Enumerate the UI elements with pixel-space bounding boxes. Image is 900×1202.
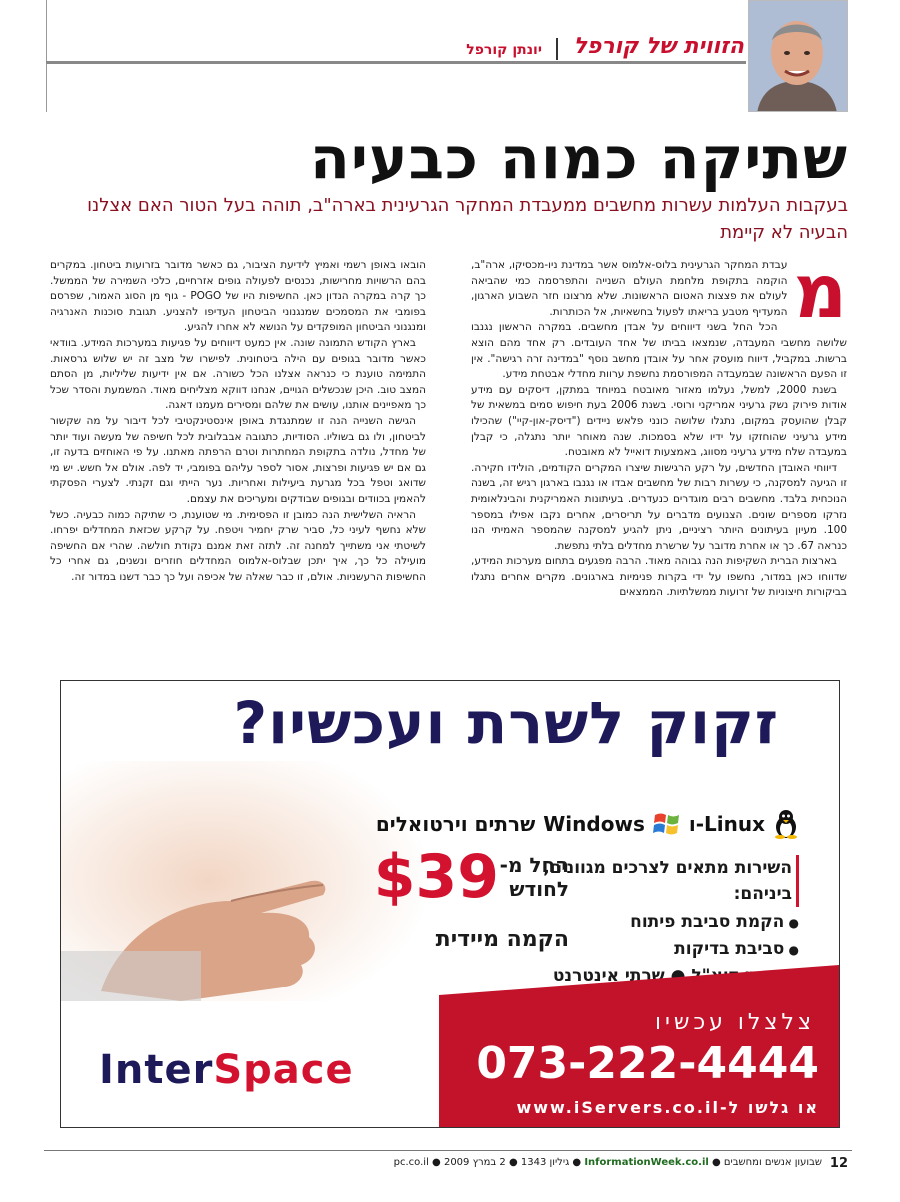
page-number: 12 — [829, 1156, 848, 1171]
logo-space: Space — [213, 1047, 354, 1093]
price-setup: הקמה מיידית — [435, 927, 569, 952]
logo-inter: Inter — [99, 1047, 214, 1093]
paragraph: הגישה השנייה הנה זו שמתנגדת באופן אינסטינקטיבי לכל דיבור על מה שקשור לביטחון, ולו גם בשוליו. הסודיות, כתגובה אבבלובית לכל חשיפה של מעשה ועוד יותר של מחדל, נולדה בתקופת המחתרות וטרם הרפתה מאתנו. על פי האוחזים בדעה זו, גם אם יש פגיעות ופרצות, אסור לספר עליהם בפומבי, יד לפה. אולם אל חשש. יש מי שדואג וטפל בכל מגרעת ביעילות ואחריות. נער הייתי וגם זקנתי. לצערי הפסקתי להאמין בכוודים ובגופים שבודקים ומעריכים את עצמם. — [50, 414, 426, 505]
bullet-icon: ● — [569, 1157, 582, 1168]
bullet-icon: ● — [708, 1157, 721, 1168]
paragraph: הכל החל בשני דיווחים על אבדן מחשבים. במקרה הראשון נגנבו שלושה מחשבי המעבדה, שנמצאו בביתו של אחד העובדים. רק אחד מהם הוצא ברשות. במקביל, דיווח מועסק אחר על אובדן מחשב נוסף "במדינה זרה רגישה". אין זו הפעם הראשונה שבמעבדה המפורסמת נחשפת ערוות מחדלי אבטחת מידע. — [471, 321, 847, 381]
windows-logo-icon — [653, 811, 681, 837]
ad-red-notch — [439, 965, 839, 995]
column-name: הזווית של קורפל — [573, 34, 744, 59]
drop-cap: מ — [793, 258, 847, 335]
column-header — [46, 0, 848, 112]
author-portrait-icon — [748, 1, 847, 112]
price-amount: $39 — [373, 842, 499, 912]
list-item: ● שרתי דוא"ל ● שרתי אינטרנט — [519, 963, 799, 990]
footer-publication: שבועון אנשים ומחשבים — [723, 1157, 822, 1168]
article-column-left — [50, 258, 426, 668]
website-link[interactable]: או גלשו ל-www.iServers.co.il — [516, 1098, 819, 1117]
author-photo — [748, 0, 848, 112]
ad-contact-panel[interactable] — [439, 995, 839, 1127]
paragraph: עבדת המחקר הגרעינית בלוס-אלמוס אשר במדינת ניו-מכסיקו, ארה"ב, הוקמה בתקופת מלחמת העולם השנייה והתפרסמה כמי שהביאה לעולם את פצצות האטום הראשונות. שלא מרצונו חזר השבוע הארגון, המעדיף מטבע בריאתו לפעול בחשאיות, אל הכותרות. — [471, 259, 788, 318]
paragraph: הובאו באופן רשמי ואמיץ לידיעת הציבור, גם כאשר מדובר בזרועות ביטחון. במקרים בהם הרשויות מחרישות, נכנסים לפעולה גופים אזרחיים, כלכי השמירה של הממשל. כך קרה במקרה הנדון כאן. החשיפות היו של POGO - גוף מן הסוג האמור, שפרסם בפומבי את המסמכים שמנגנוני הביטחון העדיפו להצניע. תגובת סוכנות האנרגיה ומנגנוני הביטחון המופקדים על הנושא לא אחרו להגיע. — [50, 259, 426, 334]
paragraph: בשנת 2000, למשל, נעלמו מאזור מאובטח במיוחד במתקן, דיסקים עם מידע אודות פירוק נשק גרעיני אמריקני ורוסי. בשנת 2006 בעת חיפוש סמים במשאית של קבלן שהועסק במקום, נתגלו שלושה כונני פלאש ניידים ("דיסק-און-קיי") שהכילו מידע גרעיני שהוחזקו על ידיו שלא בסמכות. שנה מאוחר יותר נתגלה, כי קבלן במעבדה שלח מידע גרעיני מסווג, באמצעות דואייל לא מאובטח. — [471, 383, 847, 459]
linux-penguin-icon — [773, 809, 799, 839]
call-now-label: צלצלו עכשיו — [654, 1010, 815, 1035]
services-intro: השירות מתאים לצרכים מגוונים, ביניהם: — [519, 855, 799, 907]
ad-windows-label: Windows — [543, 812, 645, 836]
footer-rule — [44, 1150, 852, 1151]
ad-servers-label: שרתים וירטואלים — [375, 812, 536, 836]
ad-headline: זקוק לשרת ועכשיו? — [233, 689, 779, 757]
footer-brand: InformationWeek.co.il — [584, 1157, 709, 1168]
paragraph: דיווחי האובדן החדשים, על רקע הרגישות שיצרו המקרים הקודמים, הולידו חקירה. זו הגיעה למסקנה, כי עשרות רבות של מחשבים אבדו או נגנבו בארגון רגיש זה, בשנה הנוכחית בלבד. מחשבים רבים מוגדרים כנעדרים. בעיתונות האמריקנית והבינלאומית נזרקו מספרים שונים. הצנועים מדברים על תריסרים, אחרים נקבו אפילו במספר 100. מעיון בעיתונים היותר רציניים, ניתן להגיע למסקנה שהמספר האמיתי הנו כנראה 67. כך או אחרת מדובר על שרשרת מחדלים בלתי נתפשת. — [471, 461, 847, 552]
header-underline — [46, 61, 746, 64]
paragraph: הראיה השלישית הנה כמובן זו הפסימית. מי שטוענת, כי שתיקה כמוה כבעיה. כשל שלא נחשף לעיני כל, סביר שרק יחמיר ויטפח. על קרקע שכזאת המחדלים יפרחו. לשיטתי אני משתייך למחנה זה. לתזה זאת אמנם נקודת חולשה. שהרי אם החשיפה מועילה כל כך, איך יתכן שבלוס-אלמוס המחדלים חוזרים ונשנים, גם אחרי כל החשיפות הרעשניות. אולם, זו כבר שאלה של אכיפה ועל כך כבר דשנו במדור זה. — [50, 508, 426, 583]
ad-linux-label: Linux-ו — [688, 812, 765, 836]
footer-site: pc.co.il — [393, 1157, 429, 1168]
article-column-right — [471, 258, 847, 668]
bullet-icon: ● — [428, 1157, 441, 1168]
price-from-label: החל מ- — [499, 853, 569, 877]
header-separator — [556, 38, 558, 60]
footer-issue: גיליון 1343 — [520, 1157, 570, 1168]
list-item: ● סביבת בדיקות — [519, 936, 799, 963]
article-headline: שתיקה כמוה כבעיה — [310, 124, 848, 192]
price-per-month: לחודש — [509, 877, 569, 901]
page-footer — [0, 1150, 900, 1176]
ad-os-line — [376, 809, 799, 839]
author-name: יונתן קורפל — [466, 42, 542, 58]
list-item: ● הקמת סביבת פיתוח — [519, 909, 799, 936]
paragraph: בארצות הברית השקיפות הנה גבוהה מאוד. הרבה מפגעים בתחום מערכות המידע, שדווחו כאן במדור, נחשפו על ידי בקרות פנימיות בארגונים. מקרים אחרים נתגלו בביקורות חיצוניות של זרועות ממשלתיות. הממצאים — [471, 555, 847, 599]
advertisement[interactable] — [60, 680, 840, 1128]
footer-credits — [394, 1157, 822, 1168]
phone-number[interactable]: 073-222-4444 — [476, 1038, 819, 1089]
footer-date: 2 במרץ 2009 — [443, 1157, 506, 1168]
paragraph: בארץ הקודש התמונה שונה. אין כמעט דיווחים על פגיעות במערכות המידע. בוודאי כאשר מדובר בגופים עם הילה ביטחונית. לפישרו של מצב זה יש שלוש גרסאות. התמימה טוענת כי כנראה אצלנו הכל כשורה. אם אין ידיעות שליליות, מן הסתם המצב טוב. היכן שנכשלים הגויים, אנחנו דווקא מצליחים מאוד. המשמעת והסדר שכל כך מאפיינים אותנו, עושים את שלהם ומסירים מעמנו דאגה. — [50, 336, 426, 412]
article-subtitle: בעקבות העלמות עשרות מחשבים ממעבדת המחקר הגרעינית בארה"ב, תוהה בעל הטור האם אצלנו הבעיה לא קיימת — [87, 195, 848, 243]
article-body — [50, 258, 847, 668]
header-left-rule — [46, 0, 47, 112]
bullet-icon: ● — [505, 1157, 518, 1168]
interspace-logo — [99, 1047, 354, 1093]
